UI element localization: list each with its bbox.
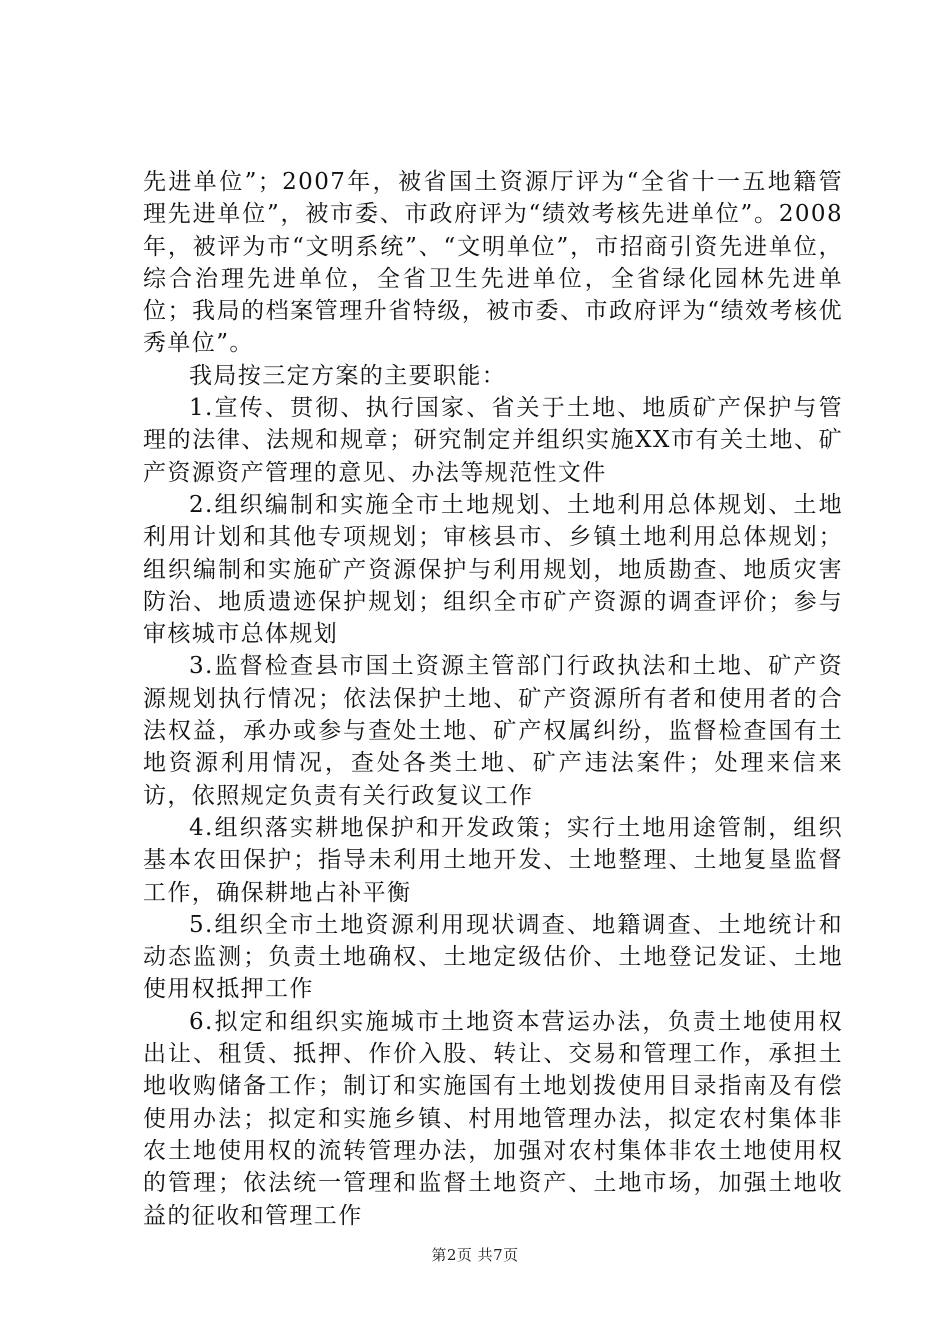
paragraph-functions-intro: 我局按三定方案的主要职能： [189, 362, 507, 389]
paragraph-function-2: 2.组织编制和实施全市土地规划、土地利用总体规划、土地利用计划和其他专项规划；审核县市、乡镇土地利用总体规划；组织编制和实施矿产资源保护与利用规划，地质勘查、地质灾害防治、地质遗迹保护规划；组织全市矿产资源的调查评价；参与审核城市总体规划 [143, 491, 843, 648]
paragraph-function-4: 4.组织落实耕地保护和开发政策；实行土地用途管制，组织基本农田保护；指导未利用土地开发、土地整理、土地复垦监督工作，确保耕地占补平衡 [143, 814, 843, 906]
page-number-footer: 第2页 共7页 [431, 1246, 519, 1264]
paragraph-function-1: 1.宣传、贯彻、执行国家、省关于土地、地质矿产保护与管理的法律、法规和规章；研究制定并组织实施XX市有关土地、矿产资源资产管理的意见、办法等规范性文件 [143, 395, 843, 486]
paragraph-honors: 先进单位”；2007年，被省国土资源厅评为“全省十一五地籍管理先进单位”，被市委、市政府评为“绩效考核先进单位”。2008年，被评为市“文明系统”、“文明单位”，市招商引资先进单位，综合治理先进单位，全省卫生先进单位，全省绿化园林先进单位；我局的档案管理升省特级，被市委、市政府评为“绩效考核优秀单位”。 [143, 169, 843, 357]
paragraph-function-5: 5.组织全市土地资源利用现状调查、地籍调查、土地统计和动态监测；负责土地确权、土地定级估价、土地登记发证、土地使用权抵押工作 [143, 911, 843, 1003]
paragraph-function-3: 3.监督检查县市国土资源主管部门行政执法和土地、矿产资源规划执行情况；依法保护土地、矿产资源所有者和使用者的合法权益，承办或参与查处土地、矿产权属纠纷，监督检查国有土地资源利用情况，查处各类土地、矿产违法案件；处理来信来访，依照规定负责有关行政复议工作 [143, 653, 843, 809]
document-body [143, 166, 843, 1232]
paragraph-function-6: 6.拟定和组织实施城市土地资本营运办法，负责土地使用权出让、租赁、抵押、作价入股、转让、交易和管理工作，承担土地收购储备工作；制订和实施国有土地划拨使用目录指南及有偿使用办法；拟定和实施乡镇、村用地管理办法，拟定农村集体非农土地使用权的流转管理办法，加强对农村集体非农土地使用权的管理；依法统一管理和监督土地资产、土地市场，加强土地收益的征收和管理工作 [143, 1008, 843, 1229]
